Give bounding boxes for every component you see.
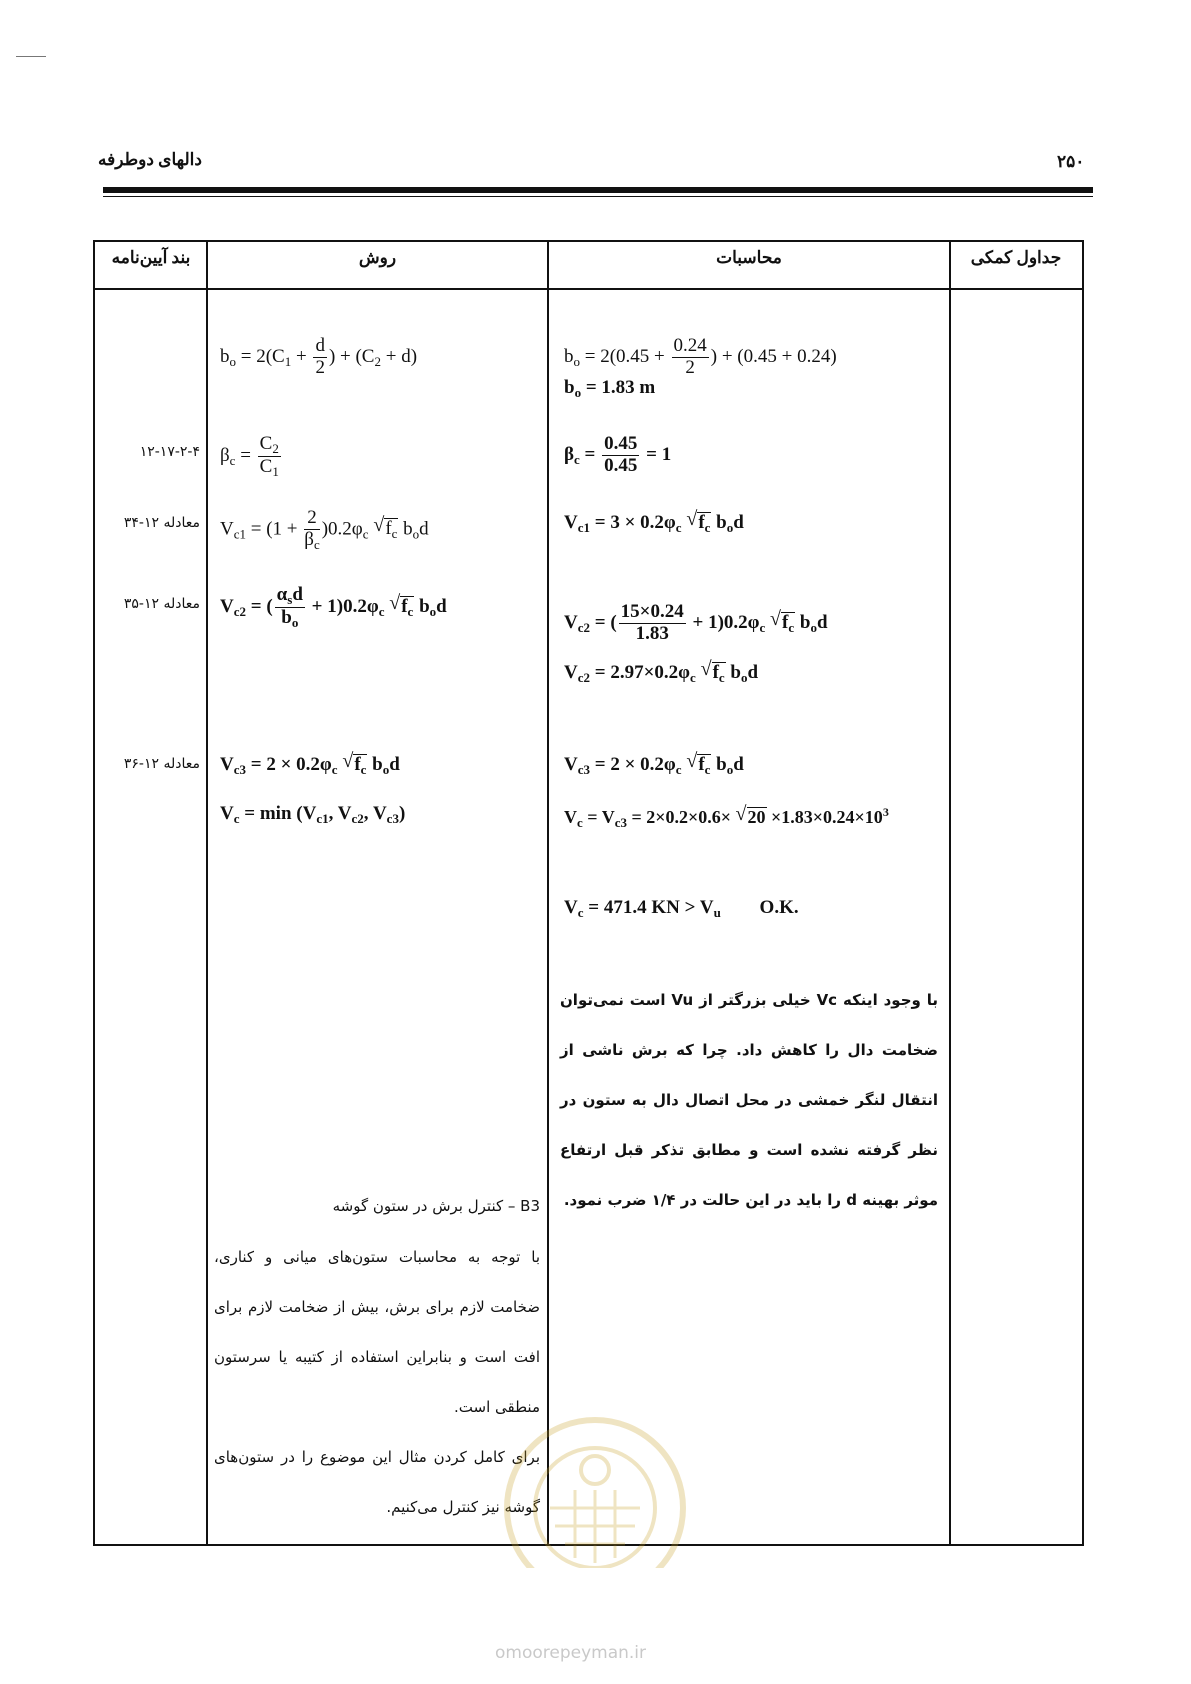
corner-mark bbox=[16, 56, 46, 57]
formula-vc3: $V_{c3} = 2 \times 0.2\varphi_c$ √ $f_c$ $b_od$ bbox=[220, 754, 400, 777]
column-header-method: روش bbox=[358, 248, 397, 267]
calc-vc1: $V_{c1} = 3 \times 0.2\varphi_c$ √ $f_c$ $b_od$ bbox=[564, 512, 744, 535]
calc-bo-result: $b_o = 1.83$ m bbox=[564, 377, 656, 400]
calc-vc-result: $V_c = 471.4$ KN > $V_u$ O.K. bbox=[564, 897, 799, 920]
ok-label: O.K. bbox=[759, 897, 799, 918]
formula-vc2: $V_{c2}$ = ( $\frac{\alpha_sd}{b_o}$ + $1)0.2\varphi_c$ √ $f_c$ $b_od$ bbox=[220, 585, 447, 631]
code-ref: معادله ۱۲-۳۶ bbox=[123, 756, 200, 772]
header-rule-thin bbox=[103, 196, 1093, 197]
calc-note: با وجود اینکه Vc خیلی بزرگتر از Vu است نمی‌توان ضخامت دال را کاهش داد. چرا که برش ناشی از انتقال لنگر خمشی در محل اتصال دال به ستون در نظر گرفته نشده است و مطابق تذکر قبل ارتفاع موثر بهینه d را باید در این حالت در ۱/۴ ضرب نمود. bbox=[560, 991, 939, 1209]
calc-beta: $\beta_c$ = $\frac{0.45}{0.45}$ = 1 bbox=[564, 433, 672, 476]
header-divider bbox=[93, 288, 1084, 290]
formula-beta: $\beta_c$ = $\frac{C_2}{C_1}$ bbox=[220, 433, 279, 480]
calc-bo: $b_o = 2(0.45$ + $\frac{0.24}{2}$ ) + (0.45 + 0.24) bbox=[564, 335, 837, 378]
code-ref: معادله ۱۲-۳۵ bbox=[123, 596, 200, 612]
code-ref: ۱۲-۱۷-۲-۴ bbox=[139, 444, 200, 460]
header-rule bbox=[103, 187, 1093, 193]
page-number: ۲۵۰ bbox=[1057, 152, 1085, 171]
calc-vc2-result: $V_{c2} = 2.97\times 0.2\varphi_c$ √ $f_c$ $b_od$ bbox=[564, 662, 758, 685]
watermark: omoorepeyman.ir bbox=[495, 1643, 647, 1663]
code-ref: معادله ۱۲-۳۴ bbox=[123, 515, 200, 531]
column-divider bbox=[206, 240, 208, 1546]
calc-vc2: $V_{c2}$ = ( $\frac{15\times 0.24}{1.83}$ + $1)0.2\varphi_c$ √ $f_c$ $b_od$ bbox=[564, 602, 828, 645]
column-divider bbox=[547, 240, 549, 1546]
b3-body-2: برای کامل کردن مثال این موضوع را در ستون‌های گوشه نیز کنترل می‌کنیم. bbox=[214, 1448, 540, 1516]
publisher-seal-icon bbox=[480, 1398, 710, 1568]
b3-title: B3 – کنترل برش در ستون گوشه bbox=[332, 1197, 540, 1215]
column-header-aux: جداول کمکی bbox=[970, 248, 1062, 267]
calc-vc-numeric: $V_c = V_{c3} = 2\times 0.2\times 0.6\times$ √ $20 \times 1.83\times 0.24\times 10^3$ bbox=[564, 806, 889, 829]
bo-value: 1.83 m bbox=[601, 377, 656, 398]
calc-vc3: $V_{c3} = 2 \times 0.2\varphi_c$ √ $f_c$ $b_od$ bbox=[564, 754, 744, 777]
formula-bo: $b_o = 2(C_1$ + $\frac{d}{2}$ ) + $(C_2 + d)$ bbox=[220, 335, 418, 378]
column-header-code: بند آیین‌نامه bbox=[111, 248, 191, 267]
column-divider bbox=[949, 240, 951, 1546]
formula-vc1: $V_{c1} = (1$ + $\frac{2}{\beta_c}$ )$0.2\varphi_c$ √ $f_c$ $b_od$ bbox=[220, 508, 429, 552]
vc-value: 471.4 KN > V bbox=[603, 897, 714, 918]
column-header-calculations: محاسبات bbox=[716, 248, 782, 267]
chapter-title: دالهای دوطرفه bbox=[98, 150, 202, 169]
formula-vc-min: $V_c = \min (V_{c1}$, $V_{c2}$, $V_{c3}$) bbox=[220, 803, 406, 826]
b3-body: با توجه به محاسبات ستون‌های میانی و کناری، ضخامت لازم برای برش، بیش از ضخامت لازم برای افت است و بنابراین استفاده از کتیبه یا سرستون منطقی است. bbox=[214, 1248, 540, 1416]
